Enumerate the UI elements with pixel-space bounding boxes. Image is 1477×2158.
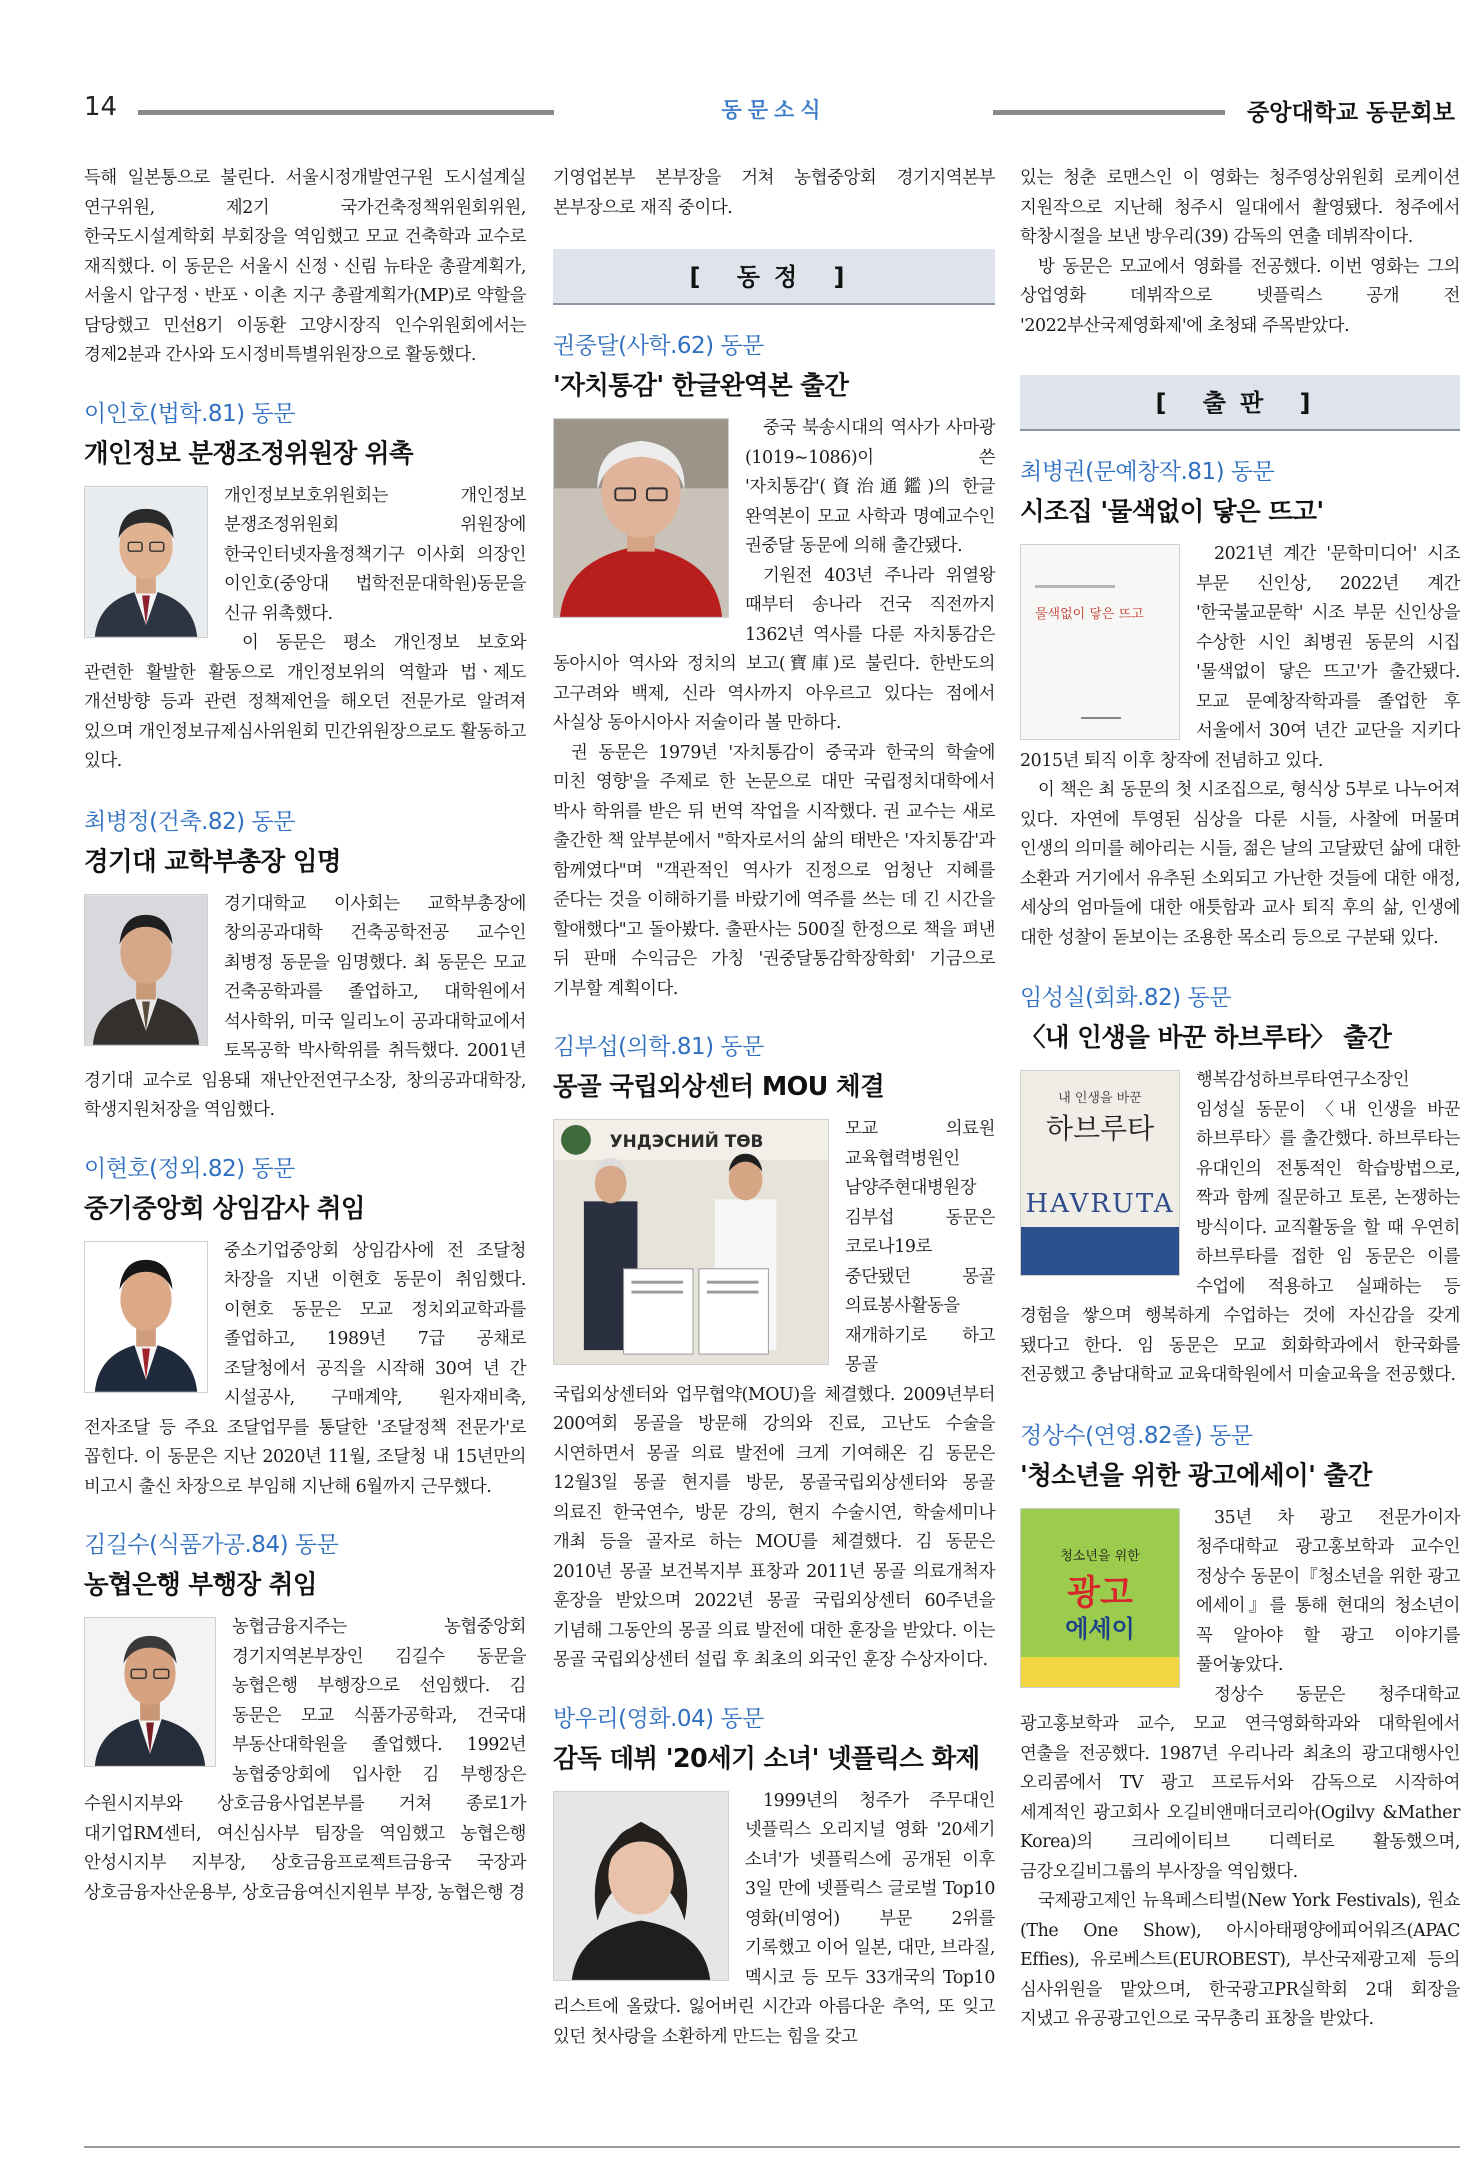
article-lee-inho <box>84 395 526 777</box>
portrait-photo <box>84 486 208 638</box>
alumni-name: 김길수(식품가공.84) 동문 <box>84 1532 339 1558</box>
article-lee-hyunho <box>84 1150 526 1503</box>
mou-signing-photo <box>553 1119 829 1365</box>
book-cover-top: 청소년을 위한 <box>1060 1548 1140 1564</box>
article-body: 행복감성하브루타연구소장인 임성실 동문이 〈내 인생을 바꾼 하브루타〉를 출간했다. 하브루타는 유대인의 전통적인 학습방법으로, 짝과 함께 질문하고 토론, 논쟁하는 방식이다. 교직활동을 할 때 우연히 하브루타를 접한 임 동문은 이를 수업에 적용하고 실패하는 등 경험을 쌓으며 행복하게 수업하는 것에 자신감을 갖게 됐다고 한다. 임 동문은 모교 회화학과에서 한국화를 전공했고 충남대학교 교육대학원에서 미술교육을 전공했다. <box>1020 1070 1460 1385</box>
article-headline: 감독 데뷔 '20세기 소녀' 넷플릭스 화제 <box>553 1743 980 1774</box>
portrait-photo <box>84 1617 216 1767</box>
article-headline: 몽골 국립외상센터 MOU 체결 <box>553 1072 885 1102</box>
header-rule-right <box>993 110 1225 115</box>
article-lim-sungsil <box>1020 979 1460 1391</box>
article-headline: 개인정보 분쟁조정위원장 위촉 <box>84 438 413 469</box>
alumni-name: 정상수(연영.82졸) 동문 <box>1020 1422 1253 1449</box>
center-sign-text: УНДЭСНИЙ ТӨВ <box>609 1130 764 1151</box>
article-body: 기원전 403년 주나라 위열왕 때부터 송나라 건국 직전까지 1362년 역사를 다룬 자치통감은 동아시아 역사와 정치의 보고(寶庫)로 불린다. 한반도의 고구려와 백제, 신라 역사까지 아우르고 있다는 점에서 사실상 동아시아사 저술이라 볼 만하다. <box>553 565 995 733</box>
article-body: 권 동문은 1979년 '자치통감이 중국과 한국의 학술에 미친 영향'을 주제로 한 논문으로 대만 국립정치대학에서 박사 학위를 받은 뒤 번역 작업을 시작했다. 권 교수는 새로 출간한 책 앞부분에서 "학자로서의 삶의 태반은 '자치통감'과 함께였다"며 "객관적인 역사가 진정으로 엄청난 지혜를 준다는 것을 이해하기를 바랐기에 역주를 쓰는 데 긴 시간을 할애했다"고 돌아봤다. 출판사는 500질 한정으로 책을 펴낸 뒤 판매 수익금은 가칭 '권중달통감학장학회' 기금으로 기부할 계획이다. <box>553 742 995 999</box>
portrait-photo <box>553 1791 729 1981</box>
article-headline: 〈내 인생을 바꾼 하브루타〉 출간 <box>1020 1023 1392 1053</box>
article-body: 국제광고제인 뉴욕페스티벌(New York Festivals), 원쇼(The One Show), 아시아태평양에피어워즈(APAC Effies), 유로베스트(EUROBEST), 부산국제광고제 등의 심사위원을 맡았으며, 한국광고PR실학회 2대 회장을 지냈고 유공광고인으로 국무총리 표창을 받았다. <box>1020 1891 1460 2029</box>
article-body: 중소기업중앙회 상임감사에 전 조달청 차장을 지낸 이현호 동문이 취임했다. 이현호 동문은 모교 정치외교학과를 졸업하고, 1989년 7급 공채로 조달청에서 공직을 시작해 30여 년 간 시설공사, 구매계약, 원자재비축, 전자조달 등 주요 조달업무를 통달한 '조달정책 전문가'로 꼽힌다. 이 동문은 지난 2020년 11월, 조달청 내 15년만의 비고시 출신 차장으로 부임해 지난해 6월까지 근무했다. <box>84 1240 526 1497</box>
section-band-news: [ 동정 ] <box>553 249 995 305</box>
article-body: 농협금융지주는 농협중앙회 경기지역본부장인 김길수 동문을 농협은행 부행장으로 선임했다. 김 동문은 모교 식품가공학과, 건국대 부동산대학원을 졸업했다. 1992년 농협중앙회에 입사한 김 부행장은 수원시지부와 상호금융사업본부를 거쳐 종로1가 대기업RM센터, 여신심사부 팀장을 역임했고 농협은행 안성시지부 지부장, 상호금융프로젝트금융국 국장과 상호금융자산운용부, 상호금융여신지원부 부장, 농협은행 경 <box>84 1617 526 1903</box>
continued-text: 기영업본부 본부장을 거쳐 농협중앙회 경기지역본부 본부장으로 재직 중이다. <box>553 168 995 218</box>
article-choi-byungjung <box>84 803 526 1126</box>
column-1 <box>84 164 526 1908</box>
article-headline: '자치통감' 한글완역본 출간 <box>553 371 849 401</box>
article-headline: 경기대 교학부총장 임명 <box>84 846 341 877</box>
header-rule-left <box>138 110 554 115</box>
page-header <box>0 90 1477 130</box>
article-kim-busub <box>553 1028 995 1676</box>
continued-text: 방 동문은 모교에서 영화를 전공했다. 이번 영화는 그의 상업영화 데뷔작으로 넷플릭스 공개 전 '2022부산국제영화제'에 초청돼 주목받았다. <box>1020 256 1460 336</box>
article-body: 중국 북송시대의 역사가 사마광(1019∼1086)이 쓴 '자치통감'(資治通鑑)의 한글 완역본이 모교 사학과 명예교수인 권중달 동문에 의해 출간됐다. <box>745 418 995 556</box>
alumni-name: 최병권(문예창작.81) 동문 <box>1020 459 1275 485</box>
article-body: 이 책은 최 동문의 첫 시조집으로, 형식상 5부로 나누어져 있다. 자연에 투영된 심상을 다룬 시들, 사찰에 머물며 인생의 의미를 헤아리는 시들, 젊은 날의 고달팠던 삶에 대한 소환과 거기에서 유추된 소외되고 가난한 것들에 대한 애정, 세상의 엄마들에 대한 애틋함과 교사 퇴직 후의 삶, 인생에 대한 성찰이 돋보이는 조용한 목소리 등으로 구분돼 있다. <box>1020 780 1460 948</box>
alumni-name: 김부섭(의학.81) 동문 <box>553 1034 764 1060</box>
article-jung-sangsu <box>1020 1417 1460 2035</box>
article-headline: 농협은행 부행장 취임 <box>84 1570 317 1600</box>
article-headline: 시조집 '물색없이 닿은 뜨고' <box>1020 497 1324 527</box>
article-headline: 중기중앙회 상임감사 취임 <box>84 1193 365 1224</box>
book-cover-top: 내 인생을 바꾼 <box>1058 1091 1142 1106</box>
book-cover <box>1020 544 1180 740</box>
continued-text: 있는 청춘 로맨스인 이 영화는 청주영상위원회 로케이션 지원작으로 지난해 청주시 일대에서 촬영됐다. 청주에서 학창시절을 보낸 방우리(39) 감독의 연출 데뷔작이다. <box>1020 168 1460 247</box>
article-kwon-jungdal <box>553 327 995 1004</box>
alumni-name: 방우리(영화.04) 동문 <box>553 1705 764 1732</box>
continued-text: 득해 일본통으로 불린다. 서울시정개발연구원 도시설계실 연구위원, 제2기 국가건축정책위원회위원, 한국도시설계학회 부회장을 역임했고 모교 건축학과 교수로 재직했다. 이 동문은 서울시 신정ㆍ신림 뉴타운 총괄계획가, 서울시 압구정ㆍ반포ㆍ이촌 지구 총괄계획가(MP)로 약할을 담당했고 민선8기 이동환 고양시장직 인수위원회에서는 경제2분과 간사와 도시정비특별위원장으로 활동했다. <box>84 168 526 365</box>
article-body: 2021년 계간 '문학미디어' 시조 부문 신인상, 2022년 계간 '한국불교문학' 시조 부문 신인상을 수상한 시인 최병권 동문의 시집 '물색없이 닿은 뜨고'가 출간됐다. 모교 문예창작학과를 졸업한 후 서울에서 30여 년간 교단을 지키다 2015년 퇴직 이후 창작에 전념하고 있다. <box>1020 544 1460 771</box>
publication-name: 중앙대학교 동문회보 <box>1247 100 1455 126</box>
article-body: 1999년의 청주가 주무대인 넷플릭스 오리지널 영화 '20세기 소녀'가 넷플릭스에 공개된 이후 3일 만에 넷플릭스 글로벌 Top10 영화(비영어) 부문 2위를 기록했고 이어 일본, 대만, 브라질, 멕시코 등 모두 33개국의 Top10 리스트에 올랐다. 잃어버린 시간과 아름다운 추억, 또 잊고 있던 첫사랑을 소환하게 만드는 힘을 갖고 <box>553 1790 995 2047</box>
portrait-photo <box>84 894 208 1046</box>
page-number: 14 <box>84 92 118 122</box>
section-title: 동문소식 <box>721 98 827 122</box>
article-body: 정상수 동문은 청주대학교 광고홍보학과 교수, 모교 연극영화학과와 대학원에서 연출을 전공했다. 1987년 우리나라 최초의 광고대행사인 오리콤에서 TV 광고 프로듀서와 감독으로 시작하여 세계적인 광고회사 오길비앤매더코리아(Ogilvy &Mather Korea)의 크리에이티브 디렉터로 활동했으며, 금강오길비그룹의 부사장을 역임했다. <box>1020 1684 1460 1882</box>
book-cover <box>1020 1508 1180 1688</box>
section-band-publication: [ 출판 ] <box>1020 375 1460 431</box>
portrait-photo <box>553 418 729 618</box>
book-cover-title: 광고 <box>1067 1572 1133 1613</box>
book-cover-subtitle: 에세이 <box>1065 1614 1135 1643</box>
alumni-name: 이현호(정외.82) 동문 <box>84 1155 295 1182</box>
alumni-name: 이인호(법학.81) 동문 <box>84 400 295 427</box>
book-cover-english: HAVRUTA <box>1025 1189 1175 1219</box>
portrait-photo <box>84 1241 208 1393</box>
article-choi-byungkwon <box>1020 453 1460 953</box>
article-kim-gilsu <box>84 1526 526 1908</box>
book-cover <box>1020 1070 1180 1276</box>
article-body: 경기대학교 이사회는 교학부총장에 창의공과대학 건축공학전공 교수인 최병정 동문을 임명했다. 최 동문은 모교 건축공학과를 졸업하고, 대학원에서 석사학위, 미국 일리노이 공과대학교에서 토목공학 박사학위를 취득했다. 2001년 경기대 교수로 임용돼 재난안전연구소장, 창의공과대학장, 학생지원처장을 역임했다. <box>84 893 526 1120</box>
book-cover-title: 하브루타 <box>1045 1112 1155 1145</box>
article-body: 개인정보보호위원회는 개인정보 분쟁조정위원회 위원장에 한국인터넷자율정책기구 이사회 의장인 이인호(중앙대 법학전문대학원)동문을 신규 위촉했다. <box>224 485 526 624</box>
article-headline: '청소년을 위한 광고에세이' 출간 <box>1020 1460 1372 1491</box>
article-body: 이 동문은 평소 개인정보 보호와 관련한 활발한 활동으로 개인정보위의 역할과 법ㆍ제도 개선방향 등과 관련 정책제언을 해오던 전문가로 알려져 있으며 개인정보규제심사위원회 민간위원장으로도 활동하고 있다. <box>84 633 526 771</box>
book-cover-title: 물색없이 닿은 뜨고 <box>1035 607 1144 622</box>
alumni-name: 최병정(건축.82) 동문 <box>84 808 295 835</box>
column-3 <box>1020 164 1460 2035</box>
alumni-name: 임성실(회화.82) 동문 <box>1020 985 1231 1011</box>
article-bang-woori <box>553 1700 995 2053</box>
article-body: 모교 의료원 교육협력병원인 남양주현대병원장 김부섭 동문은 코로나19로 중단됐던 몽골 의료봉사활동을 재개하기로 하고 몽골 국립외상센터와 업무협약(MOU)을 체결했다. 2009년부터 200여회 몽골을 방문해 강의와 진료, 고난도 수술을 시연하면서 몽골 의료 발전에 크게 기여해온 김 동문은 12월3일 몽골 현지를 방문, 몽골국립외상센터와 몽골 의료진 한국연수, 방문 강의, 현지 수술시연, 학술세미나 개최 등을 골자로 하는 MOU를 체결했다. 김 동문은 2010년 몽골 보건복지부 표창과 2011년 몽골 의료개척자 훈장을 받았으며 2022년 몽골 국립외상센터 60주년을 기념해 그동안의 몽골 의료 발전에 대한 훈장을 받았다. 이는 몽골 국립외상센터 설립 후 최초의 외국인 훈장 수상자이다. <box>553 1119 995 1670</box>
alumni-name: 권중달(사학.62) 동문 <box>553 333 764 359</box>
article-body: 35년 차 광고 전문가이자 청주대학교 광고홍보학과 교수인 정상수 동문이『청소년을 위한 광고 에세이』를 통해 현대의 청소년이 꼭 알아야 할 광고 이야기를 풀어놓았다. <box>1196 1507 1460 1675</box>
footer-rule <box>84 2146 1460 2148</box>
column-2 <box>553 164 995 2052</box>
